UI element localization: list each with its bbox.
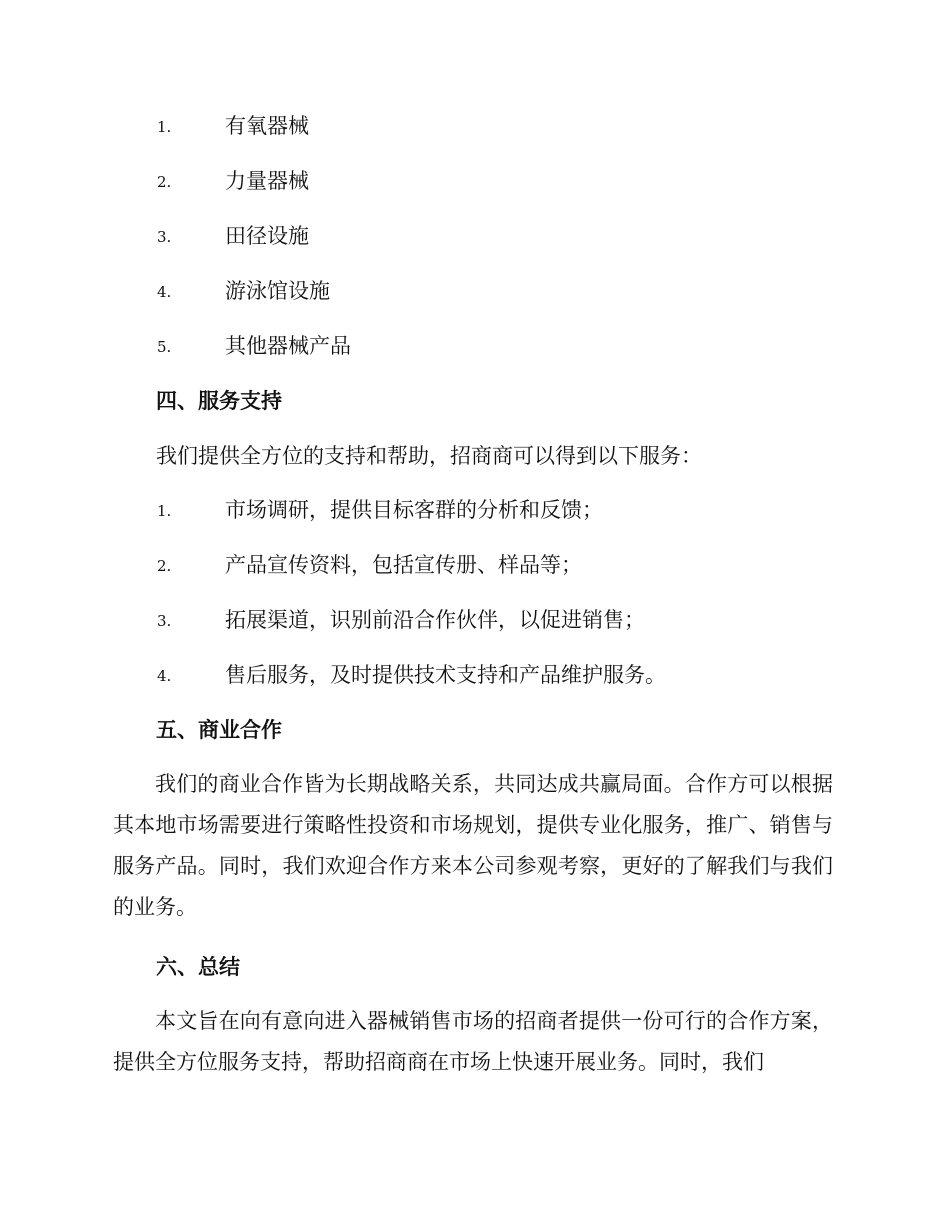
list-number: 3. [157,612,172,630]
list-number: 1. [157,502,172,520]
list-text: 田径设施 [225,224,309,248]
section-heading-cooperation: 五、商业合作 [156,717,282,742]
list-text: 拓展渠道，识别前沿合作伙伴，以促进销售； [225,608,645,632]
list-text: 市场调研，提供目标客群的分析和反馈； [225,498,603,522]
list-number: 2. [157,557,172,575]
list-text: 有氧器械 [225,114,309,138]
list-text: 力量器械 [225,169,309,193]
list-text: 售后服务，及时提供技术支持和产品维护服务。 [225,663,666,687]
list-number: 5. [157,338,172,356]
list-number: 2. [157,173,172,191]
list-item [0,326,950,366]
list-item [0,490,950,530]
list-number: 1. [157,118,172,136]
list-item [0,655,950,695]
section-heading-summary: 六、总结 [156,954,240,979]
list-number: 3. [157,228,172,246]
list-item [0,161,950,201]
cooperation-paragraph: 我们的商业合作皆为长期战略关系，共同达成共赢局面。合作方可以根据其本地市场需要进行策略性投资和市场规划，提供专业化服务，推广、销售与服务产品。同时，我们欢迎合作方来本公司参观考察，更好的了解我们与我们的业务。 [113,772,833,919]
services-intro: 我们提供全方位的支持和帮助，招商商可以得到以下服务： [156,444,702,468]
section-heading-services: 四、服务支持 [156,388,282,413]
list-item [0,600,950,640]
list-item [0,216,950,256]
list-number: 4. [157,667,172,685]
summary-paragraph: 本文旨在向有意向进入器械销售市场的招商者提供一份可行的合作方案，提供全方位服务支持，帮助招商商在市场上快速开展业务。同时，我们 [113,1009,833,1074]
list-text: 其他器械产品 [225,334,351,358]
list-item [0,106,950,146]
list-item [0,545,950,585]
list-text: 游泳馆设施 [225,279,330,303]
list-number: 4. [157,283,172,301]
list-item [0,271,950,311]
list-text: 产品宣传资料，包括宣传册、样品等； [225,553,582,577]
